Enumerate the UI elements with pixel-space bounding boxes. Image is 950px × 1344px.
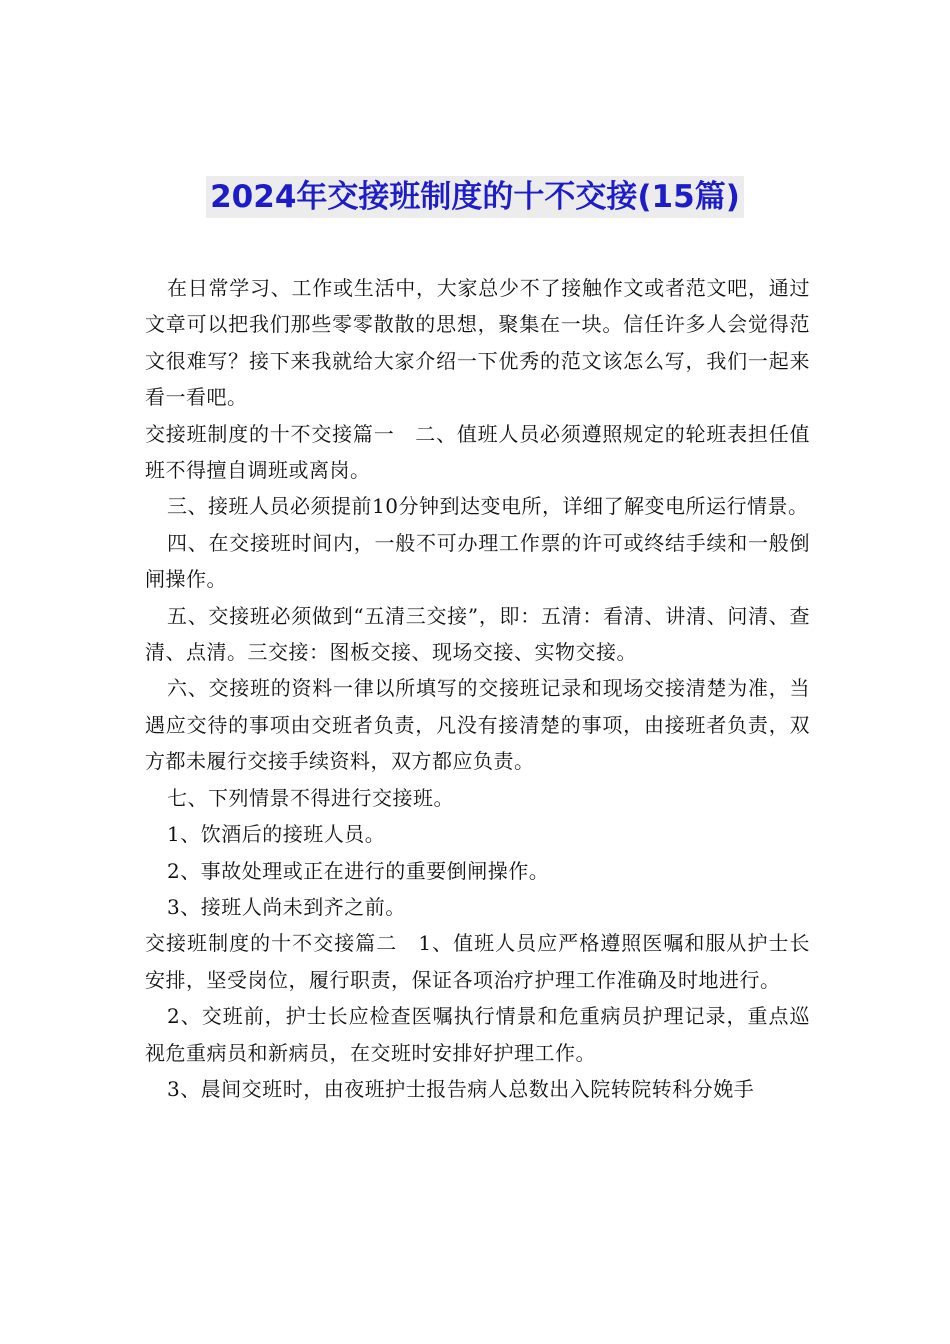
title-container [0, 176, 950, 218]
paragraph: 3、晨间交班时，由夜班护士报告病人总数出入院转院转科分娩手 [167, 1076, 755, 1101]
paragraph: 三、接班人员必须提前10分钟到达变电所，详细了解变电所运行情景。 [167, 494, 809, 519]
paragraph-section-2-start: 交接班制度的十不交接篇二 1、值班人员应严格遵照医嘱和服从护士长安排，坚受岗位，履行职责，保证各项治疗护理工作准确及时地进行。 [145, 931, 810, 992]
list-item: 3、接班人尚未到齐之前。 [167, 894, 406, 919]
list-item: 1、饮酒后的接班人员。 [167, 822, 386, 847]
paragraph: 五、交接班必须做到“五清三交接”，即：五清：看清、讲清、问清、查清、点清。三交接：图板交接、现场交接、实物交接。 [145, 603, 810, 665]
paragraph-section-1-start: 交接班制度的十不交接篇一 二、值班人员必须遵照规定的轮班表担任值班不得擅自调班或离岗。 [145, 421, 810, 483]
list-item: 2、事故处理或正在进行的重要倒闸操作。 [167, 858, 550, 883]
paragraph: 六、交接班的资料一律以所填写的交接班记录和现场交接清楚为准，当遇应交待的事项由交班者负责，凡没有接清楚的事项，由接班者负责，双方都未履行交接手续资料，双方都应负责。 [145, 676, 810, 774]
paragraph: 四、在交接班时间内，一般不可办理工作票的许可或终结手续和一般倒闸操作。 [145, 530, 810, 592]
paragraph: 七、下列情景不得进行交接班。 [167, 785, 454, 810]
paragraph-intro: 在日常学习、工作或生活中，大家总少不了接触作文或者范文吧，通过文章可以把我们那些零零散散的思想，聚集在一块。信任许多人会觉得范文很难写？接下来我就给大家介绍一下优秀的范文该怎么写，我们一起来看一看吧。 [145, 276, 810, 410]
document-title: 2024年交接班制度的十不交接(15篇) [206, 176, 744, 218]
document-body [145, 270, 810, 1107]
paragraph: 2、交班前，护士长应检查医嘱执行情景和危重病员护理记录，重点巡视危重病员和新病员，在交班时安排好护理工作。 [145, 1004, 810, 1065]
